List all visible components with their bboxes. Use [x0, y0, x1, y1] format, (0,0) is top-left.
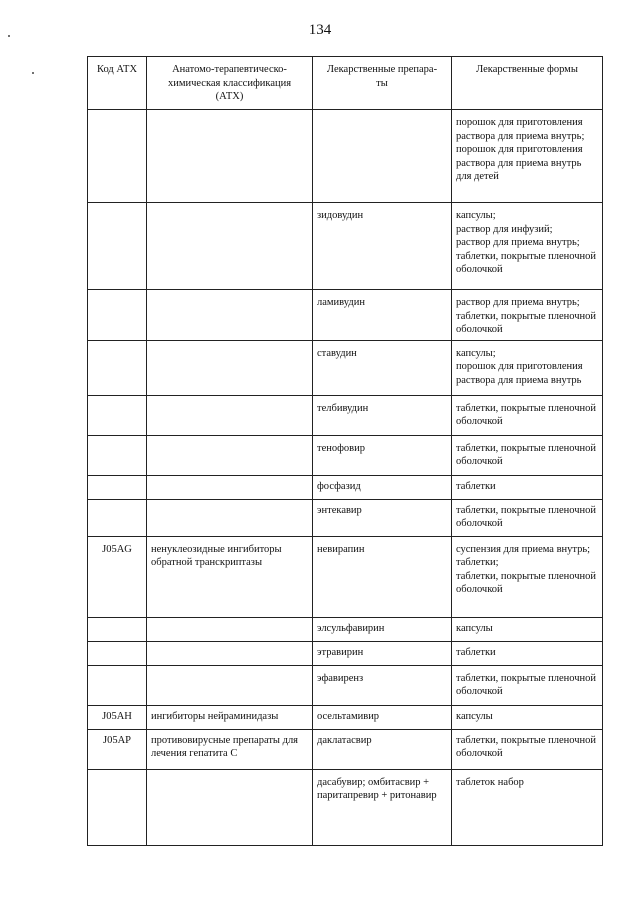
forms-cell: капсулы [452, 617, 603, 641]
drug-cell: осельтамивир [313, 705, 452, 729]
classification-cell [147, 617, 313, 641]
forms-cell: таблетки [452, 641, 603, 665]
table-row [88, 340, 603, 395]
forms-cell: капсулы [452, 705, 603, 729]
drug-cell: ламивудин [313, 290, 452, 341]
header-classification: Анатомо-терапевтическо- химическая классификация (АТХ) [147, 57, 313, 110]
header-drugs: Лекарственные препара- ты [313, 57, 452, 110]
table-row [88, 536, 603, 617]
page-number: 134 [308, 22, 332, 38]
table-row [88, 769, 603, 845]
forms-cell: порошок для приготовления раствора для приема внутрь; порошок для приготовления раствора для приема внутрь для детей [452, 110, 603, 203]
drug-cell: фосфазид [313, 475, 452, 499]
forms-cell: таблетки, покрытые пленочной оболочкой [452, 435, 603, 475]
atx-code-cell [88, 435, 147, 475]
atx-code-cell [88, 395, 147, 435]
table-row [88, 641, 603, 665]
classification-cell [147, 769, 313, 845]
table-row [88, 705, 603, 729]
table-row [88, 617, 603, 641]
classification-cell [147, 475, 313, 499]
classification-cell: ингибиторы нейраминидазы [147, 705, 313, 729]
forms-cell: таблетки [452, 475, 603, 499]
atx-code-cell [88, 665, 147, 705]
drug-cell: невирапин [313, 536, 452, 617]
atx-code-cell [88, 290, 147, 341]
classification-cell: противовирусные препараты для лечения гепатита С [147, 729, 313, 769]
table-row [88, 665, 603, 705]
classification-cell [147, 110, 313, 203]
forms-cell: таблетки, покрытые пленочной оболочкой [452, 395, 603, 435]
atx-code-cell: J05AG [88, 536, 147, 617]
classification-cell [147, 435, 313, 475]
table-row [88, 435, 603, 475]
drug-cell: зидовудин [313, 203, 452, 290]
drug-cell: телбивудин [313, 395, 452, 435]
drug-cell [313, 110, 452, 203]
forms-cell: таблетки, покрытые пленочной оболочкой [452, 665, 603, 705]
atx-code-cell [88, 340, 147, 395]
atx-code-cell [88, 203, 147, 290]
classification-cell [147, 395, 313, 435]
classification-cell [147, 665, 313, 705]
forms-cell: капсулы; порошок для приготовления раствора для приема внутрь [452, 340, 603, 395]
forms-cell: капсулы; раствор для инфузий; раствор для приема внутрь; таблетки, покрытые пленочной оболочкой [452, 203, 603, 290]
forms-cell: таблетки, покрытые пленочной оболочкой [452, 499, 603, 536]
atx-code-cell [88, 617, 147, 641]
classification-cell [147, 499, 313, 536]
forms-cell: раствор для приема внутрь; таблетки, покрытые пленочной оболочкой [452, 290, 603, 341]
table-row [88, 203, 603, 290]
table-row [88, 499, 603, 536]
table-row [88, 110, 603, 203]
atx-code-cell: J05AP [88, 729, 147, 769]
atx-code-cell [88, 110, 147, 203]
drug-cell: ставудин [313, 340, 452, 395]
forms-cell: таблеток набор [452, 769, 603, 845]
atx-code-cell: J05AH [88, 705, 147, 729]
forms-cell: суспензия для приема внутрь; таблетки; таблетки, покрытые пленочной оболочкой [452, 536, 603, 617]
forms-cell: таблетки, покрытые пленочной оболочкой [452, 729, 603, 769]
drug-cell: дасабувир; омбитасвир + паритапревир + ритонавир [313, 769, 452, 845]
classification-cell [147, 641, 313, 665]
atx-drug-table [87, 56, 603, 846]
classification-cell [147, 203, 313, 290]
table-header-row [88, 57, 603, 110]
drug-cell: даклатасвир [313, 729, 452, 769]
table-row [88, 395, 603, 435]
atx-code-cell [88, 641, 147, 665]
table-row [88, 290, 603, 341]
drug-cell: этравирин [313, 641, 452, 665]
table-row [88, 729, 603, 769]
header-forms: Лекарственные формы [452, 57, 603, 110]
drug-cell: энтекавир [313, 499, 452, 536]
header-code: Код АТХ [88, 57, 147, 110]
atx-code-cell [88, 499, 147, 536]
drug-cell: элсульфавирин [313, 617, 452, 641]
drug-cell: тенофовир [313, 435, 452, 475]
classification-cell [147, 340, 313, 395]
classification-cell: ненуклеозидные ингибиторы обратной транскриптазы [147, 536, 313, 617]
atx-code-cell [88, 475, 147, 499]
atx-code-cell [88, 769, 147, 845]
classification-cell [147, 290, 313, 341]
scan-speck [32, 72, 34, 74]
table-row [88, 475, 603, 499]
drug-cell: эфавиренз [313, 665, 452, 705]
scan-speck [8, 35, 10, 37]
